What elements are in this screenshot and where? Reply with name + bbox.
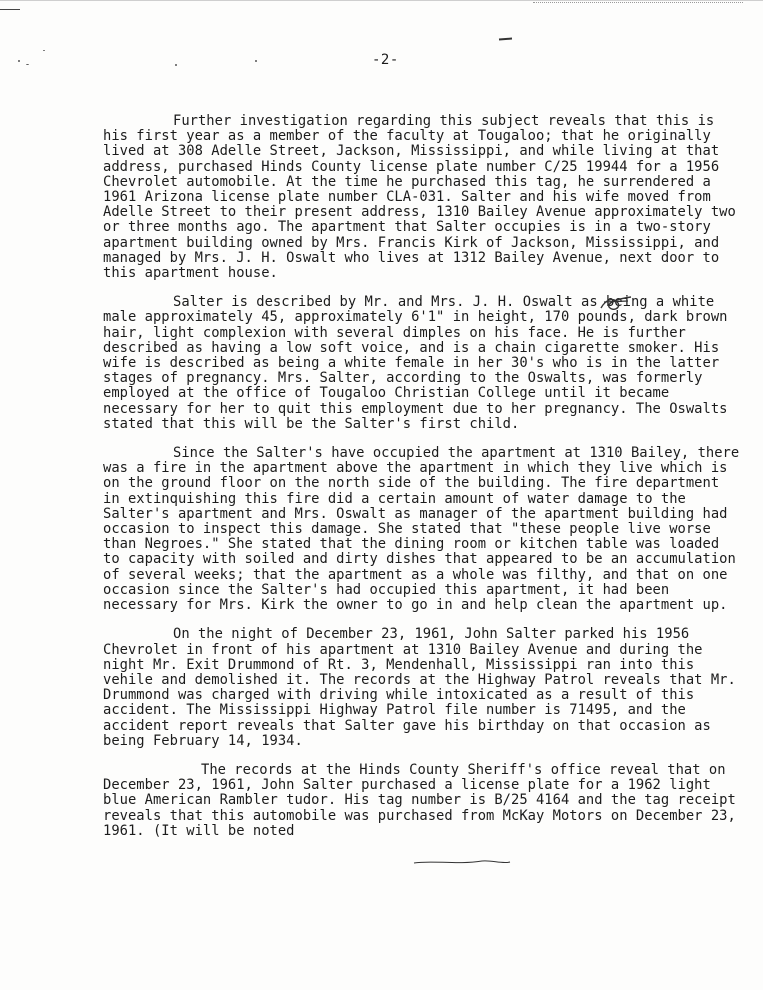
scan-speck (26, 64, 29, 65)
paragraph-2: Salter is described by Mr. and Mrs. J. H. Oswalt as being a white male approximately 45, approximately 6'1" in height, 170 pounds, dark brown hair, light complexion with several dimples on his face. He is further described as having a low soft voice, and is a chain cigarette smoker. His wife is described as being a white female in her 30's who is in the latter stages of pregnancy. Mrs. Salter, according to the Oswalts, was formerly employed at the office of Tougaloo Christian College until it became necessary for her to quit this employment due to her pregnancy. The Oswalts stated that this will be the Salter's first child. (103, 294, 728, 432)
top-dotted-line (533, 2, 743, 3)
strike-scribble-mark (412, 857, 512, 867)
pen-dash-mark (499, 38, 512, 41)
handwritten-check-mark (598, 293, 634, 315)
scan-speck (43, 50, 45, 51)
scan-speck (255, 60, 257, 62)
paragraph-3: Since the Salter's have occupied the apartment at 1310 Bailey, there was a fire in the apartment above the apartment in which they live which is on the ground floor on the north side of the building. The fire department in extinquishing this fire did a certain amount of water damage to the Salter's apartment and Mrs. Oswalt as manager of the apartment building had occasion to inspect this damage. She stated that "these people live worse than Negroes." She stated that the dining room or kitchen table was loaded to capacity with soiled and dirty dishes that appeared to be an accumulation of several weeks; that the apartment as a whole was filthy, and that on one occasion since the Salter's had occupied this apartment, it had been necessary for Mrs. Kirk the owner to go in and help clean the apartment up. (103, 445, 740, 614)
paragraph-1: Further investigation regarding this subject reveals that this is his first year as a member of the faculty at Tougaloo; that he originally lived at 308 Adelle Street, Jackson, Mississippi, and while living at that address, purchased Hinds County license plate number C/25 19944 for a 1956 Chevrolet automobile. At the time he purchased this tag, he surrendered a 1961 Arizona license plate number CLA-031. Salter and his wife moved from Adelle Street to their present address, 1310 Bailey Avenue approximately two or three months ago. The apartment that Salter occupies is in a two-story apartment building owned by Mrs. Francis Kirk of Jackson, Mississippi, and managed by Mrs. J. H. Oswalt who lives at 1312 Bailey Avenue, next door to this apartment house. (103, 113, 736, 282)
scan-speck (18, 60, 20, 62)
scan-speck (175, 64, 177, 66)
page-number: -2- (372, 52, 399, 68)
paragraph-5: The records at the Hinds County Sheriff's office reveal that on December 23, 1961, John Salter purchased a license plate for a 1962 light blue American Rambler tudor. His tag number is B/25 4164 and the tag receipt reveals that this automobile was purchased from McKay Motors on December 23, 1961. (It will be noted (103, 761, 736, 839)
corner-mark (0, 9, 20, 10)
paragraph-4: On the night of December 23, 1961, John Salter parked his 1956 Chevrolet in front of his apartment at 1310 Bailey Avenue and during the night Mr. Exit Drummond of Rt. 3, Mendenhall, Mississippi ran into this vehile and demolished it. The records at the Highway Patrol reveals that Mr. Drummond was charged with driving while intoxicated as a result of this accident. The Mississippi Highway Patrol file number is 71495, and the accident report reveals that Salter gave his birthday on that occasion as being February 14, 1934. (103, 626, 736, 749)
document-body (103, 114, 743, 853)
